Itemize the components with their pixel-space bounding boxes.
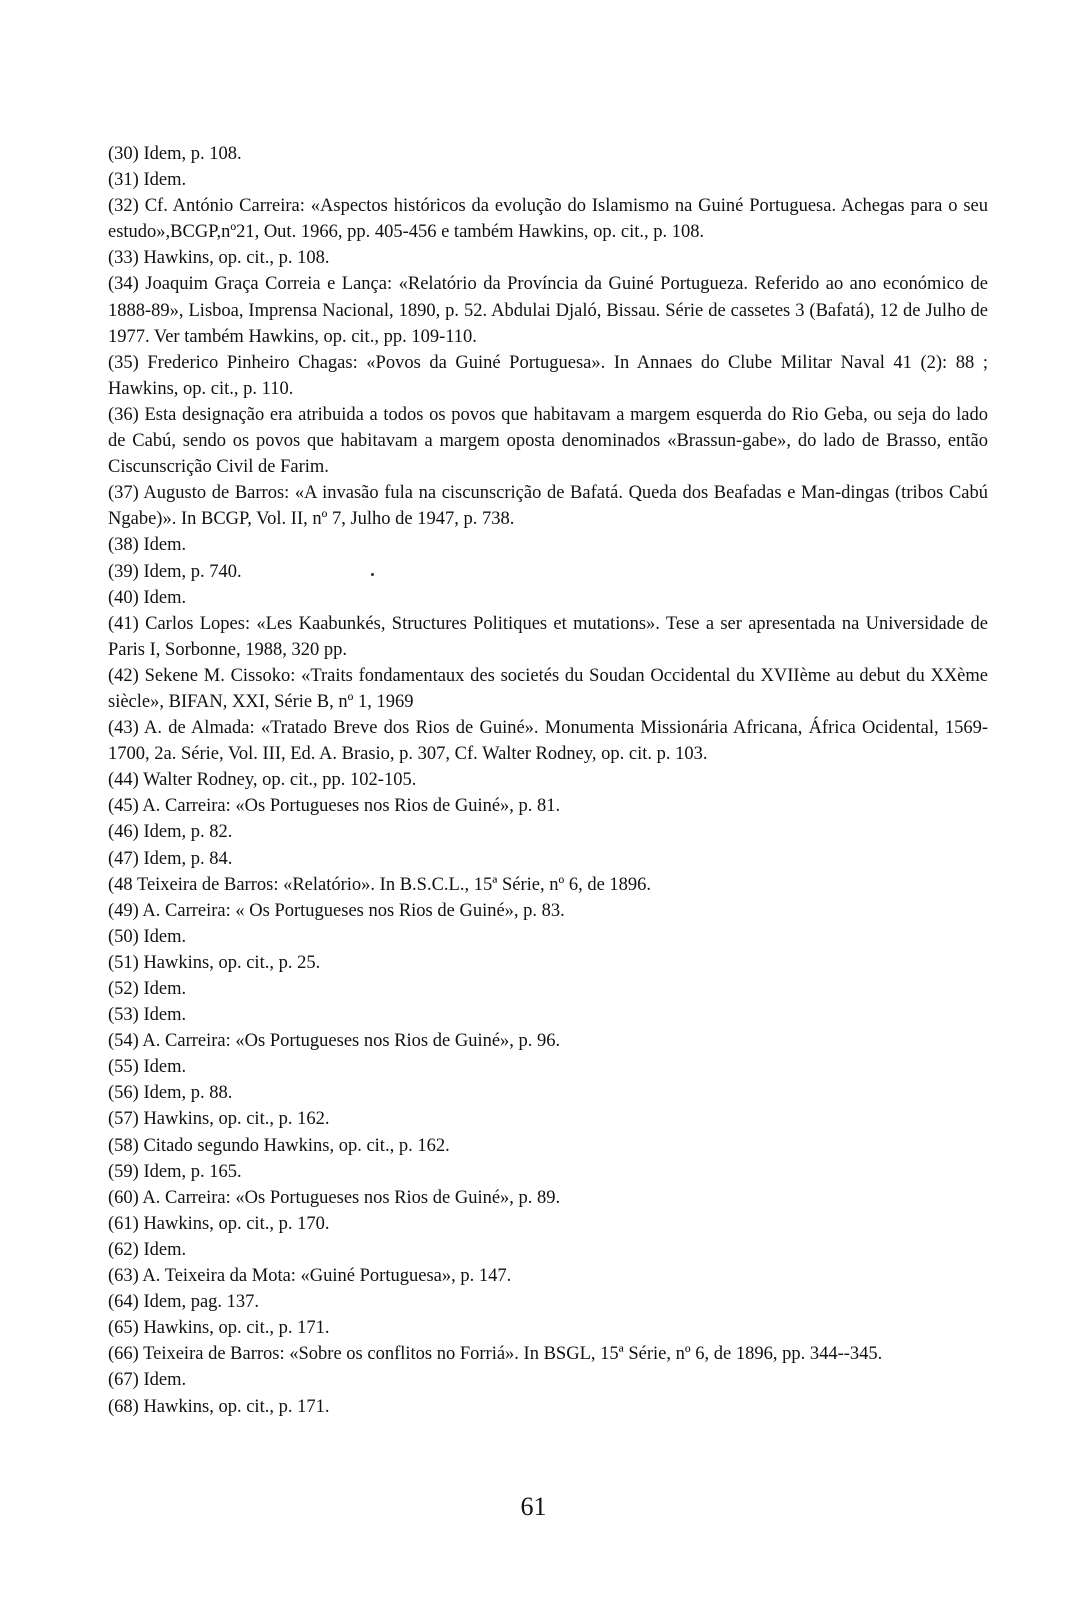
footnote: (35) Frederico Pinheiro Chagas: «Povos da Guiné Portuguesa». In Annaes do Clube Militar Naval 41 (2): 88 ; Hawkins, op. cit., p. 110.	[108, 352, 988, 399]
footnote: (59) Idem, p. 165.	[108, 1161, 242, 1182]
footnote: (47) Idem, p. 84.	[108, 848, 233, 869]
footnote: (36) Esta designação era atribuida a todos os povos que habitavam a margem esquerda do Rio Geba, ou seja do lado de Cabú, sendo os povos que habitavam a margem oposta denominados «Brassun-gabe», do lado de Brasso, então Ciscunscrição Civil de Farim.	[108, 404, 988, 478]
footnote: (46) Idem, p. 82.	[108, 822, 233, 843]
footnote: (45) A. Carreira: «Os Portugueses nos Rios de Guiné», p. 81.	[108, 796, 561, 817]
footnote: (38) Idem.	[108, 535, 187, 556]
footnote: (39) Idem, p. 740.	[108, 561, 242, 582]
footnote: (53) Idem.	[108, 1005, 187, 1026]
footnote: (51) Hawkins, op. cit., p. 25.	[108, 952, 321, 973]
footnote: (44) Walter Rodney, op. cit., pp. 102-105.	[108, 770, 417, 791]
footnote: (68) Hawkins, op. cit., p. 171.	[108, 1396, 330, 1417]
footnote: (32) Cf. António Carreira: «Aspectos históricos da evolução do Islamismo na Guiné Portuguesa. Achegas para o seu estudo»,BCGP,nº21, Out. 1966, pp. 405-456 e também Hawkins, op. cit., p. 108.	[108, 196, 988, 243]
footnote: (65) Hawkins, op. cit., p. 171.	[108, 1318, 330, 1339]
footnote: (33) Hawkins, op. cit., p. 108.	[108, 248, 330, 269]
footnote: (67) Idem.	[108, 1370, 187, 1391]
footnote: (52) Idem.	[108, 979, 187, 999]
footnote: (48 Teixeira de Barros: «Relatório». In B.S.C.L., 15ª Série, nº 6, de 1896.	[108, 874, 652, 895]
footnote: (34) Joaquim Graça Correia e Lança: «Relatório da Província da Guiné Portugueza. Referido ao ano económico de 1888-89», Lisboa, Imprensa Nacional, 1890, p. 52. Abdulai Djaló, Bissau. Série de cassetes 3 (Bafatá), 12 de Julho de 1977. Ver também Hawkins, op. cit., pp. 109-110.	[108, 274, 988, 347]
footnote: (62) Idem.	[108, 1239, 187, 1260]
footnote: (42) Sekene M. Cissoko: «Traits fondamentaux des societés du Soudan Occidental du XVIIème au debut du XXème siècle», BIFAN, XXI, Série B, nº 1, 1969	[108, 665, 988, 712]
footnote: (37) Augusto de Barros: «A invasão fula na ciscunscrição de Bafatá. Queda dos Beafadas e Man-dingas (tribos Cabú Ngabe)». In BCGP, Vol. II, nº 7, Julho de 1947, p. 738.	[108, 483, 988, 530]
footnote: (60) A. Carreira: «Os Portugueses nos Rios de Guiné», p. 89.	[108, 1187, 561, 1208]
footnote: (40) Idem.	[108, 587, 187, 608]
footnote: (66) Teixeira de Barros: «Sobre os conflitos no Forriá». In BSGL, 15ª Série, nº 6, de 1896, pp. 344--345.	[108, 1344, 883, 1365]
footnote: (41) Carlos Lopes: «Les Kaabunkés, Structures Politiques et mutations». Tese a ser apresentada na Universidade de Paris I, Sorbonne, 1988, 320 pp.	[108, 613, 988, 660]
footnote: (63) A. Teixeira da Mota: «Guiné Portuguesa», p. 147.	[108, 1266, 512, 1287]
page-number: 61	[520, 1492, 547, 1521]
footnote: (49) A. Carreira: « Os Portugueses nos Rios de Guiné», p. 83.	[108, 900, 565, 921]
footnote: (50) Idem.	[108, 926, 187, 947]
footnote: (43) A. de Almada: «Tratado Breve dos Rios de Guiné». Monumenta Missionária Africana, África Ocidental, 1569-1700, 2a. Série, Vol. III, Ed. A. Brasio, p. 307, Cf. Walter Rodney, op. cit. p. 103.	[108, 718, 988, 765]
footnotes-list	[108, 141, 988, 1420]
footnote: (54) A. Carreira: «Os Portugueses nos Rios de Guiné», p. 96.	[108, 1031, 561, 1052]
footnote: (64) Idem, pag. 137.	[108, 1292, 260, 1313]
scan-speck	[371, 573, 374, 576]
footnote: (61) Hawkins, op. cit., p. 170.	[108, 1213, 330, 1234]
footnote: (55) Idem.	[108, 1057, 187, 1078]
footnote: (31) Idem.	[108, 170, 187, 191]
footnote: (30) Idem, p. 108.	[108, 144, 242, 164]
footnote: (57) Hawkins, op. cit., p. 162.	[108, 1109, 330, 1130]
footnote: (58) Citado segundo Hawkins, op. cit., p. 162.	[108, 1135, 450, 1156]
footnote: (56) Idem, p. 88.	[108, 1083, 233, 1104]
